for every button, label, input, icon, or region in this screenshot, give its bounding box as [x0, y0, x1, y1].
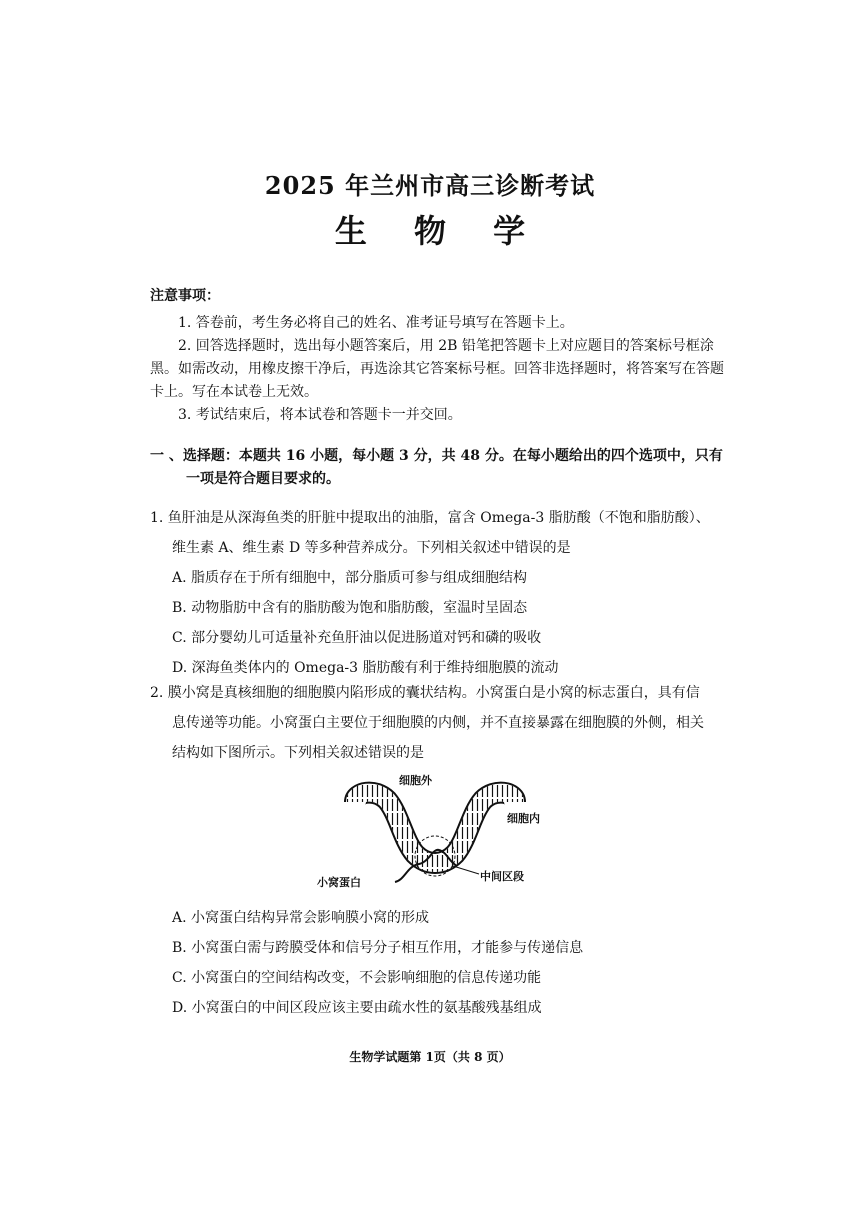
notes-heading: 注意事项：: [150, 288, 220, 304]
option-a: A. 脂质存在于所有细胞中，部分脂质可参与组成细胞结构: [172, 570, 528, 586]
label-middle-segment: 中间区段: [480, 870, 524, 883]
notes-list: [150, 312, 730, 427]
label-caveolin: 小窝蛋白: [317, 876, 361, 889]
option-d: D. 小窝蛋白的中间区段应该主要由疏水性的氨基酸残基组成: [172, 1000, 542, 1016]
option-b: B. 小窝蛋白需与跨膜受体和信号分子相互作用，才能参与传递信息: [172, 940, 584, 956]
option-d: D. 深海鱼类体内的 Omega-3 脂肪酸有利于维持细胞膜的流动: [172, 660, 559, 676]
label-inside: 细胞内: [507, 812, 540, 825]
question-2: [150, 678, 730, 768]
question-stem: [150, 503, 730, 563]
option-a: A. 小窝蛋白结构异常会影响膜小窝的形成: [172, 910, 430, 926]
question-stem: [150, 678, 730, 768]
label-outside: 细胞外: [399, 774, 432, 787]
note-item: 1. 答卷前，考生务必将自己的姓名、准考证号填写在答题卡上。: [178, 315, 574, 331]
option-c: C. 小窝蛋白的空间结构改变，不会影响细胞的信息传递功能: [172, 970, 542, 986]
question-stem-line: 维生素 A、维生素 D 等多种营养成分。下列相关叙述中错误的是: [172, 540, 571, 556]
caveola-diagram: [315, 770, 555, 895]
option-c: C. 部分婴幼儿可适量补充鱼肝油以促进肠道对钙和磷的吸收: [172, 630, 542, 646]
middle-segment-leader: [453, 866, 479, 874]
section-heading: [150, 445, 730, 491]
subject-title: 生 物 学: [334, 212, 544, 250]
page-footer: 生物学试题第 1页（共 8 页）: [349, 1050, 511, 1064]
section-heading-line: 一项是符合题目要求的。: [186, 471, 340, 487]
question-stem-line: 结构如下图所示。下列相关叙述错误的是: [172, 745, 424, 761]
note-item: 2. 回答选择题时，选出每小题答案后，用 2B 铅笔把答题卡上对应题目的答案标号框涂黑。如需改动，用橡皮擦干净后，再选涂其它答案标号框。回答非选择题时，将答案写在答题卡上。写在本试卷上无效。: [150, 338, 724, 400]
exam-title: 2025 年兰州市高三诊断考试: [264, 171, 596, 200]
question-stem-line: 2. 膜小窝是真核细胞的细胞膜内陷形成的囊状结构。小窝蛋白是小窝的标志蛋白，具有信: [150, 685, 700, 701]
question-stem-line: 息传递等功能。小窝蛋白主要位于细胞膜的内侧，并不直接暴露在细胞膜的外侧，相关: [172, 715, 704, 731]
question-2-options: [150, 903, 730, 1023]
note-item: 3. 考试结束后，将本试卷和答题卡一并交回。: [178, 407, 462, 423]
question-1: [150, 503, 730, 683]
question-stem-line: 1. 鱼肝油是从深海鱼类的肝脏中提取出的油脂，富含 Omega-3 脂肪酸（不饱和脂肪酸）、: [150, 510, 710, 526]
option-b: B. 动物脂肪中含有的脂肪酸为饱和脂肪酸，室温时呈固态: [172, 600, 528, 616]
section-heading-line: 一 、选择题：本题共 16 小题，每小题 3 分，共 48 分。在每小题给出的四个选项中，只有: [150, 448, 723, 464]
